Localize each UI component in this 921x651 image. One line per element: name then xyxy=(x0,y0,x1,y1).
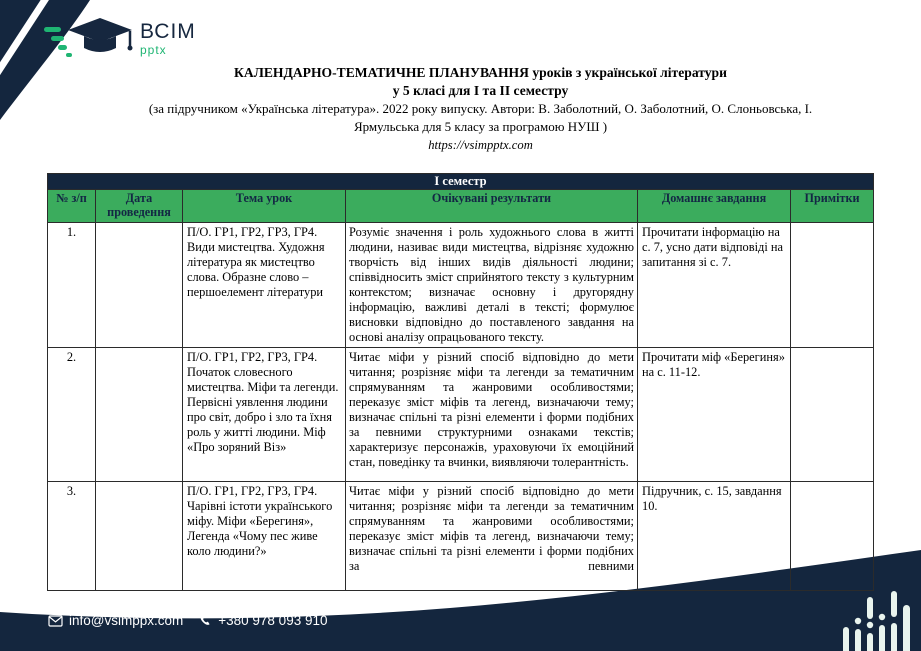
outcomes-cell: Читає міфи у різний спосіб відповідно до мети читання; розрізняє міфи та легенди за тематичним спрямуванням та жанровими особливостями; переказує зміст міфів та легенд, визначаючи тему; визначає спільні та різні елементи і форми подібних за певними структурними ознаками текстів; характеризує персонажів, ураховуючи їх емоційний стан, поведінку та вчинки, виявляючи толерантність. xyxy=(349,350,634,469)
notes-cell xyxy=(791,482,873,486)
table-row xyxy=(48,348,874,482)
date-cell xyxy=(96,348,182,352)
notes-cell xyxy=(791,223,873,227)
homework-cell: Прочитати інформацію на с. 7, усно дати відповіді на запитання зі с. 7. xyxy=(642,225,784,269)
table-row xyxy=(48,482,874,591)
phone-contact[interactable] xyxy=(199,613,327,628)
equalizer-icon xyxy=(841,591,921,651)
semester-title: І семестр xyxy=(48,174,874,190)
column-header-topic: Тема урок xyxy=(183,190,346,223)
page-title-line1: КАЛЕНДАРНО-ТЕМАТИЧНЕ ПЛАНУВАННЯ уроків з української літератури xyxy=(234,65,727,80)
email-text: info@vsimppx.com xyxy=(69,613,184,628)
column-header-date: Дата проведення xyxy=(96,190,183,223)
logo-brand-text: ВСІМ xyxy=(140,19,196,43)
column-header-homework: Домашнє завдання xyxy=(638,190,791,223)
envelope-icon xyxy=(48,615,63,627)
date-cell xyxy=(96,223,182,227)
topic-cell: П/О. ГР1, ГР2, ГР3, ГР4. Початок словесного мистецтва. Міфи та легенди. Первісні уявлення людини про світ, добро і зло та їхня роль у житті людини. Міф «Про зоряний Віз» xyxy=(187,350,339,454)
document-header xyxy=(60,64,901,154)
outcomes-cell: Розуміє значення і роль художнього слова в житті людини, називає види мистецтва, відрізняє художню творчість від інших видів діяльності людини; співвідносить зміст сприйнятого тексту з культурним контекстом; визначає основну і другорядну інформацію, важливі деталі в тексті; формулює висновки відповідно до поставленого завдання на основі аналізу опрацьованого тексту. xyxy=(349,225,634,344)
homework-cell: Підручник, с. 15, завдання 10. xyxy=(642,484,782,513)
website-link[interactable]: https://vsimpptx.com xyxy=(428,138,533,152)
email-contact[interactable] xyxy=(48,613,183,628)
table-row xyxy=(48,223,874,348)
row-number: 2. xyxy=(66,350,77,364)
outcomes-cell: Читає міфи у різний спосіб відповідно до мети читання; розрізняє міфи та легенди за тематичним спрямуванням та жанровими особливостями; переказує зміст міфів та легенд, визначаючи тему; визначає спільні та різні елементи і форми подібних за певними xyxy=(349,484,634,573)
semester-header-row xyxy=(48,174,874,190)
row-number: 1. xyxy=(66,225,77,239)
phone-text: +380 978 093 910 xyxy=(218,613,328,628)
column-header-outcomes: Очікувані результати xyxy=(346,190,638,223)
page-title-line2: у 5 класі для І та ІІ семестру xyxy=(392,83,569,98)
lesson-planning-table xyxy=(47,173,874,591)
subtitle-line2: Ярмульська для 5 класу за програмою НУШ ) xyxy=(353,119,608,134)
topic-cell: П/О. ГР1, ГР2, ГР3, ГР4. Види мистецтва. Художня література як мистецтво слова. Образне слово – першоелемент літератури xyxy=(187,225,325,299)
logo-sub-text: pptx xyxy=(140,42,167,57)
table-header-row xyxy=(48,190,874,223)
topic-cell: П/О. ГР1, ГР2, ГР3, ГР4. Чарівні істоти українського міфу. Міфи «Берегиня», Легенда «Чому пес живе коло людини?» xyxy=(187,484,333,558)
date-cell xyxy=(96,482,182,486)
phone-icon xyxy=(199,614,212,627)
notes-cell xyxy=(791,348,873,352)
logo xyxy=(42,14,196,62)
column-header-number: № з/п xyxy=(48,190,96,223)
row-number: 3. xyxy=(66,484,77,498)
column-header-notes: Примітки xyxy=(791,190,874,223)
homework-cell: Прочитати міф «Берегиня» на с. 11-12. xyxy=(642,350,785,379)
graduation-cap-icon xyxy=(42,14,134,62)
footer-contact-bar xyxy=(48,613,327,628)
subtitle-line1: (за підручником «Українська література». 2022 року випуску. Автори: В. Заболотний, О. Заболотний, О. Слоньовська, І. xyxy=(148,101,813,116)
